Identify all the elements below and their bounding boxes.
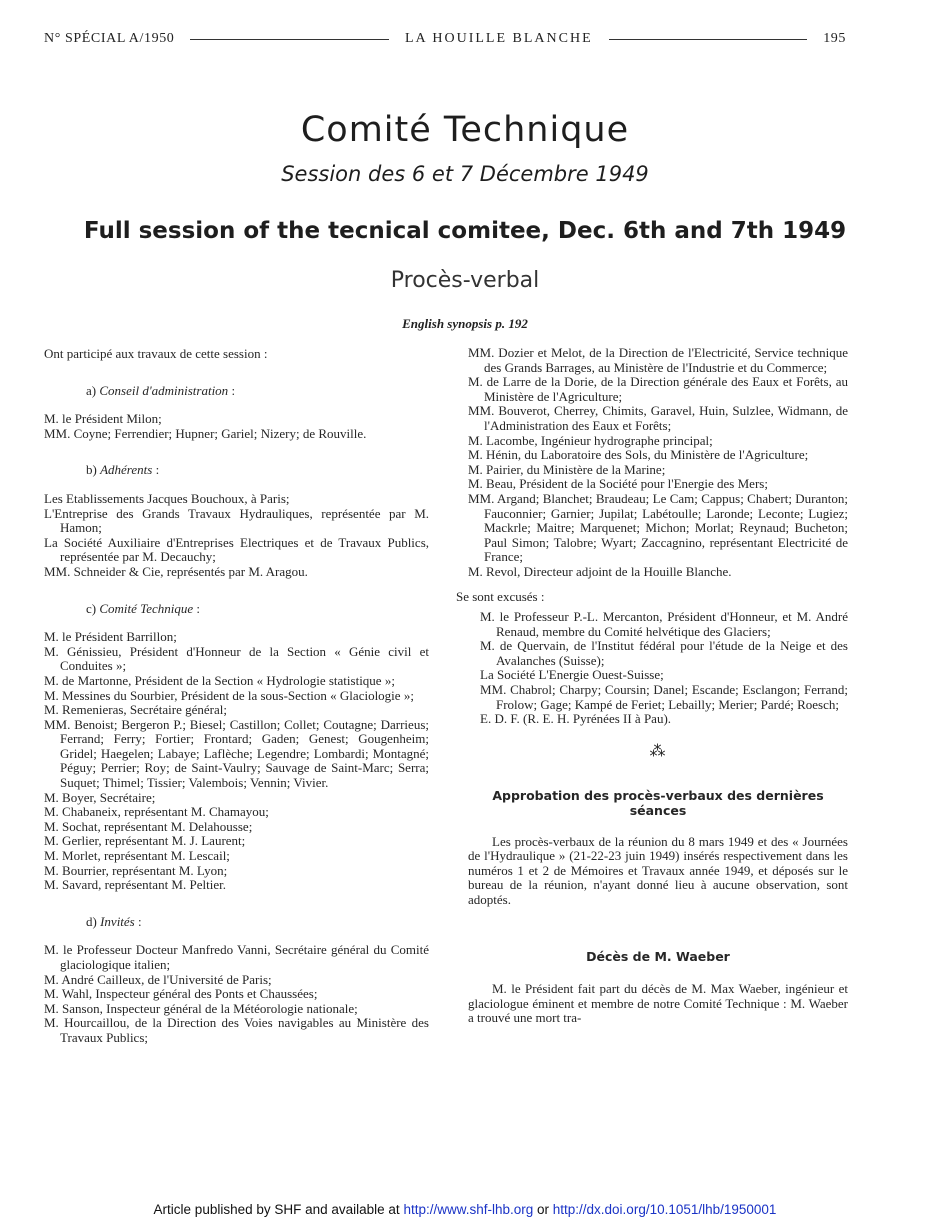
- list-item: M. le Professeur P.-L. Mercanton, Président d'Honneur, et M. André Renaud, membre du Comité helvétique des Glaciers;: [480, 609, 848, 639]
- main-title: Comité Technique: [300, 110, 630, 150]
- list-item: M. Hourcaillou, de la Direction des Voies navigables au Ministère des Travaux Publics;: [44, 1015, 429, 1045]
- list-item: M. de Martonne, Président de la Section « Hydrologie statistique »;: [44, 672, 395, 688]
- deces-heading: Décès de M. Waeber: [586, 948, 730, 964]
- list-item: MM. Argand; Blanchet; Braudeau; Le Cam; Cappus; Chabert; Duranton; Fauconnier; Garnier; Jupilat; Labétoulle; Laronde; Leconte; Lugiez; Mackrle; Maitre; Marquenet; Michon; Morlat; Reynaud; Bucheton; Paul Simon; Talobre; Wyart; Zaccagnino, représentant Electricité de France;: [468, 490, 848, 565]
- approbation-paragraph: Les procès-verbaux de la réunion du 8 mars 1949 et des « Journées de l'Hydraulique » (21-22-23 juin 1949) insérés respectivement dans les numéros 1 et 2 de Mémoires et Travaux année 1949, et déposés sur le bureau de la réunion, n'ayant donné lieu à aucune observation, sont adoptés.: [468, 833, 848, 907]
- header-journal-title: LA HOUILLE BLANCHE: [404, 31, 593, 46]
- list-item: M. Génissieu, Président d'Honneur de la Section « Génie civil et Conduites »;: [44, 643, 429, 674]
- participants-intro: Ont participé aux travaux de cette session :: [44, 346, 268, 361]
- list-item: La Société Auxiliaire d'Entreprises Electriques et de Travaux Publics, représentée par M. Decauchy;: [44, 534, 429, 565]
- excuses-heading: Se sont excusés :: [456, 588, 545, 604]
- session-subtitle: Session des 6 et 7 Décembre 1949: [281, 162, 649, 186]
- list-item: M. Beau, Président de la Société pour l'Energie des Mers;: [468, 476, 768, 492]
- approbation-heading: Approbation des procès-verbaux des dernières séances: [492, 788, 824, 819]
- proces-verbal-heading: Procès-verbal: [390, 268, 540, 293]
- list-item: M. de Quervain, de l'Institut fédéral pour l'étude de la Neige et des Avalanches (Suisse);: [480, 638, 848, 668]
- publication-footer: [0, 1202, 930, 1217]
- list-item: M. Revol, Directeur adjoint de la Houille Blanche.: [468, 563, 732, 579]
- section-a-title: a) Conseil d'administration :: [86, 382, 236, 398]
- list-item: M. de Larre de la Dorie, de la Direction générale des Eaux et Forêts, au Ministère de l'Agriculture;: [468, 374, 848, 404]
- right-column: [456, 345, 848, 1026]
- list-item: M. Morlet, représentant M. Lescail;: [44, 848, 230, 864]
- list-item: M. Sochat, représentant M. Delahousse;: [44, 818, 253, 834]
- list-item: MM. Dozier et Melot, de la Direction de l'Electricité, Service technique des Grands Barrages, au Ministère de l'Industrie et du Commerce;: [468, 345, 848, 375]
- section-c-title: c) Comité Technique :: [86, 600, 200, 616]
- list-item: M. Savard, représentant M. Peltier.: [44, 877, 226, 893]
- list-item: M. Remenieras, Secrétaire général;: [44, 702, 227, 718]
- header-page-number: 195: [823, 31, 846, 46]
- list-item: Les Etablissements Jacques Bouchoux, à Paris;: [44, 490, 290, 506]
- section-b-title: b) Adhérents :: [86, 462, 160, 478]
- list-item: MM. Schneider & Cie, représentés par M. Aragou.: [44, 563, 308, 579]
- list-item: MM. Benoist; Bergeron P.; Biesel; Castillon; Collet; Coutagne; Darrieus; Ferrand; Ferry; Fortier; Frontard; Gaden; Genest; Gougenheim; Gridel; Haegelen; Labaye; Laflèche; Legendre; Lombardi; Montagné; Péguy; Perrier; Roy; de Saint-Vaulry; Sauvage de Saint-Marc; Serra; Suquet; Thimel; Tissier; Valembois; Vennin; Vivier.: [44, 716, 429, 791]
- list-item: M. Chabaneix, représentant M. Chamayou;: [44, 804, 269, 820]
- section-d-title: d) Invités :: [86, 913, 142, 929]
- list-item: MM. Chabrol; Charpy; Coursin; Danel; Escande; Esclangon; Ferrand; Frolow; Gage; Kampé de Feriet; Lebailly; Merier; Pardé; Roesch;: [480, 682, 848, 712]
- list-item: MM. Bouverot, Cherrey, Chimits, Garavel, Huin, Sulzlee, Widmann, de l'Administration des Eaux et Forêts;: [468, 403, 848, 433]
- list-item: M. Sanson, Inspecteur général de la Météorologie nationale;: [44, 1000, 358, 1016]
- list-item: M. Boyer, Secrétaire;: [44, 789, 156, 805]
- list-item: M. le Président Barrillon;: [44, 629, 177, 645]
- list-item: M. le Professeur Docteur Manfredo Vanni, Secrétaire général du Comité glaciologique italien;: [44, 942, 429, 972]
- doi-link[interactable]: http://dx.doi.org/10.1051/lhb/1950001: [552, 1202, 777, 1217]
- list-item: M. Lacombe, Ingénieur hydrographe principal;: [468, 432, 713, 448]
- header-rule-left: [190, 39, 389, 40]
- list-item: M. Gerlier, représentant M. J. Laurent;: [44, 833, 246, 849]
- list-item: M. André Cailleux, de l'Université de Paris;: [44, 971, 272, 987]
- list-item: E. D. F. (R. E. H. Pyrénées II à Pau).: [480, 711, 672, 727]
- list-item: M. Bourrier, représentant M. Lyon;: [44, 862, 228, 878]
- footer-middle: or: [533, 1202, 553, 1217]
- footer-prefix: Article published by SHF and available at: [153, 1202, 404, 1217]
- shf-link[interactable]: http://www.shf-lhb.org: [403, 1202, 534, 1217]
- header-rule-right: [609, 39, 808, 40]
- deces-paragraph: M. le Président fait part du décès de M. Max Waeber, ingénieur et glaciologue éminent et membre de notre Comité Technique : M. Waeber a trouvé une mort tra-: [468, 981, 848, 1026]
- list-item: La Société L'Energie Ouest-Suisse;: [480, 667, 664, 683]
- list-item: M. Messines du Sourbier, Président de la sous-Section « Glaciologie »;: [44, 687, 414, 703]
- list-item: M. Pairier, du Ministère de la Marine;: [468, 461, 666, 477]
- list-item: M. Hénin, du Laboratoire des Sols, du Ministère de l'Agriculture;: [468, 447, 809, 463]
- asterism-divider: ⁂: [649, 742, 667, 760]
- english-title: Full session of the tecnical comitee, Dec. 6th and 7th 1949: [83, 218, 847, 244]
- list-item: M. Wahl, Inspecteur général des Ponts et Chaussées;: [44, 986, 318, 1002]
- synopsis-note: English synopsis p. 192: [402, 316, 528, 331]
- header-issue: N° SPÉCIAL A/1950: [44, 31, 175, 46]
- list-item: L'Entreprise des Grands Travaux Hydrauliques, représentée par M. Hamon;: [44, 505, 429, 536]
- running-header: [44, 28, 846, 50]
- list-item: MM. Coyne; Ferrendier; Hupner; Gariel; Nizery; de Rouville.: [44, 425, 367, 441]
- list-item: M. le Président Milon;: [44, 411, 162, 427]
- left-column: [44, 347, 429, 1046]
